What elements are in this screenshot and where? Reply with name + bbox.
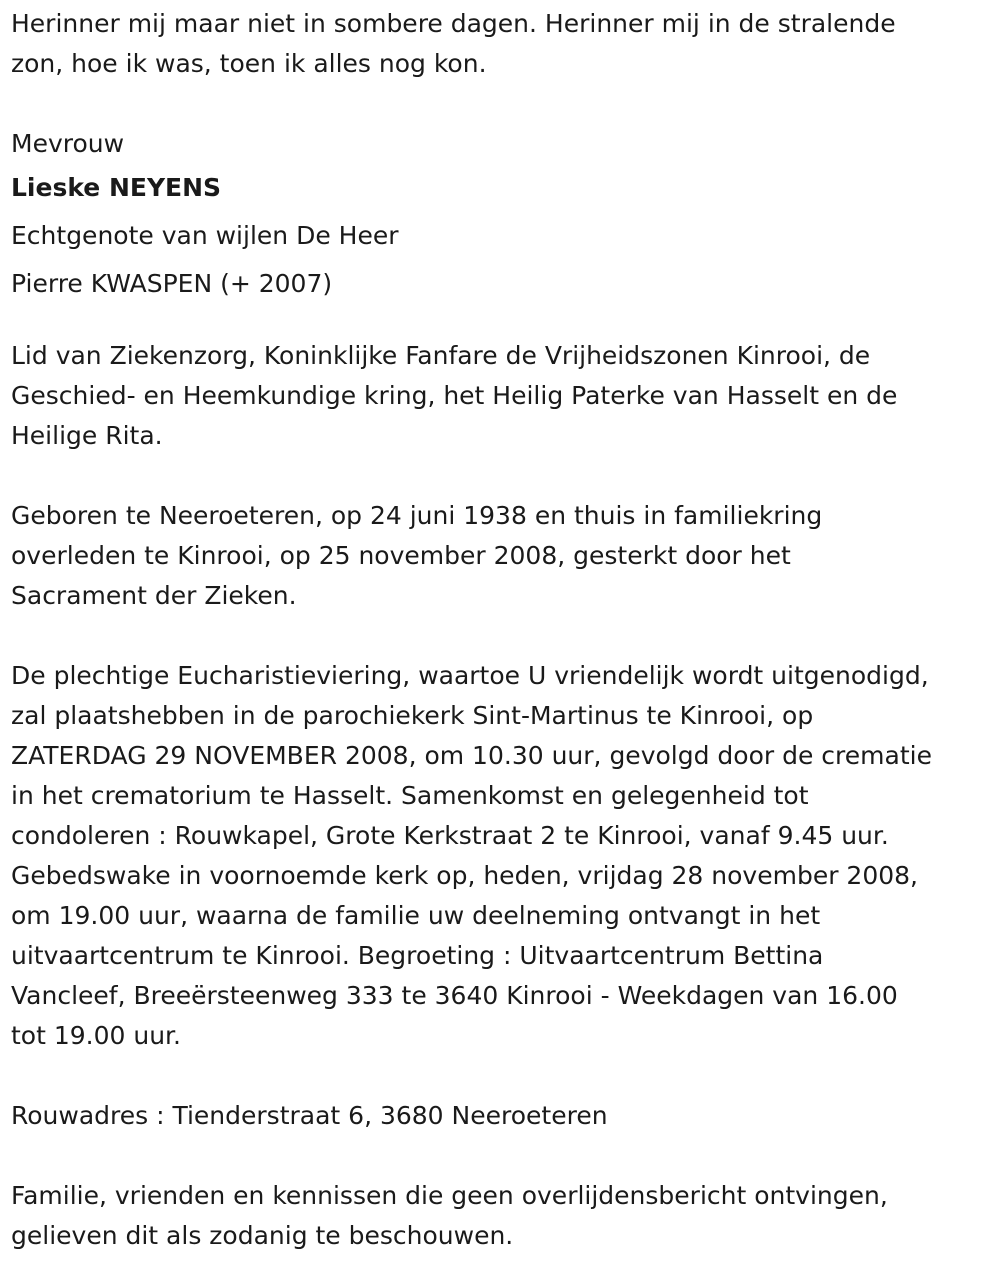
ceremony-line: condoleren : Rouwkapel, Grote Kerkstraat 2 te Kinrooi, vanaf 9.45 uur. bbox=[11, 821, 889, 850]
ceremony-line: Gebedswake in voornoemde kerk op, heden, vrijdag 28 november 2008, bbox=[11, 861, 918, 890]
ceremony-line: De plechtige Eucharistieviering, waartoe U vriendelijk wordt uitgenodigd, bbox=[11, 661, 929, 690]
mourning-address: Rouwadres : Tienderstraat 6, 3680 Neeroeteren bbox=[11, 1101, 608, 1130]
birth-death-line: overleden te Kinrooi, op 25 november 2008, gesterkt door het bbox=[11, 541, 791, 570]
closing-line: Familie, vrienden en kennissen die geen overlijdensbericht ontvingen, bbox=[11, 1181, 888, 1210]
membership-line: Heilige Rita. bbox=[11, 421, 163, 450]
birth-death-paragraph bbox=[11, 496, 988, 616]
spouse-line: Pierre KWASPEN (+ 2007) bbox=[11, 269, 333, 298]
ceremony-line: tot 19.00 uur. bbox=[11, 1021, 181, 1050]
ceremony-paragraph bbox=[11, 656, 988, 1056]
verse-line: Herinner mij maar niet in sombere dagen. Herinner mij in de stralende bbox=[11, 9, 896, 38]
birth-death-line: Sacrament der Zieken. bbox=[11, 581, 297, 610]
verse bbox=[11, 4, 988, 84]
deceased-name: Lieske NEYENS bbox=[11, 173, 222, 202]
salutation: Mevrouw bbox=[11, 129, 125, 158]
ceremony-line: Vancleef, Breeërsteenweg 333 te 3640 Kinrooi - Weekdagen van 16.00 bbox=[11, 981, 898, 1010]
ceremony-line: uitvaartcentrum te Kinrooi. Begroeting : Uitvaartcentrum Bettina bbox=[11, 941, 824, 970]
membership-line: Geschied- en Heemkundige kring, het Heilig Paterke van Hasselt en de bbox=[11, 381, 898, 410]
name-block bbox=[11, 164, 988, 308]
membership-paragraph bbox=[11, 336, 988, 456]
closing-paragraph bbox=[11, 1176, 988, 1256]
ceremony-line: in het crematorium te Hasselt. Samenkomst en gelegenheid tot bbox=[11, 781, 809, 810]
ceremony-line: ZATERDAG 29 NOVEMBER 2008, om 10.30 uur, gevolgd door de crematie bbox=[11, 741, 932, 770]
ceremony-line: zal plaatshebben in de parochiekerk Sint-Martinus te Kinrooi, op bbox=[11, 701, 814, 730]
membership-line: Lid van Ziekenzorg, Koninklijke Fanfare de Vrijheidszonen Kinrooi, de bbox=[11, 341, 871, 370]
verse-line: zon, hoe ik was, toen ik alles nog kon. bbox=[11, 49, 487, 78]
birth-death-line: Geboren te Neeroeteren, op 24 juni 1938 en thuis in familiekring bbox=[11, 501, 823, 530]
closing-line: gelieven dit als zodanig te beschouwen. bbox=[11, 1221, 514, 1250]
ceremony-line: om 19.00 uur, waarna de familie uw deelneming ontvangt in het bbox=[11, 901, 821, 930]
spouse-line: Echtgenote van wijlen De Heer bbox=[11, 221, 399, 250]
